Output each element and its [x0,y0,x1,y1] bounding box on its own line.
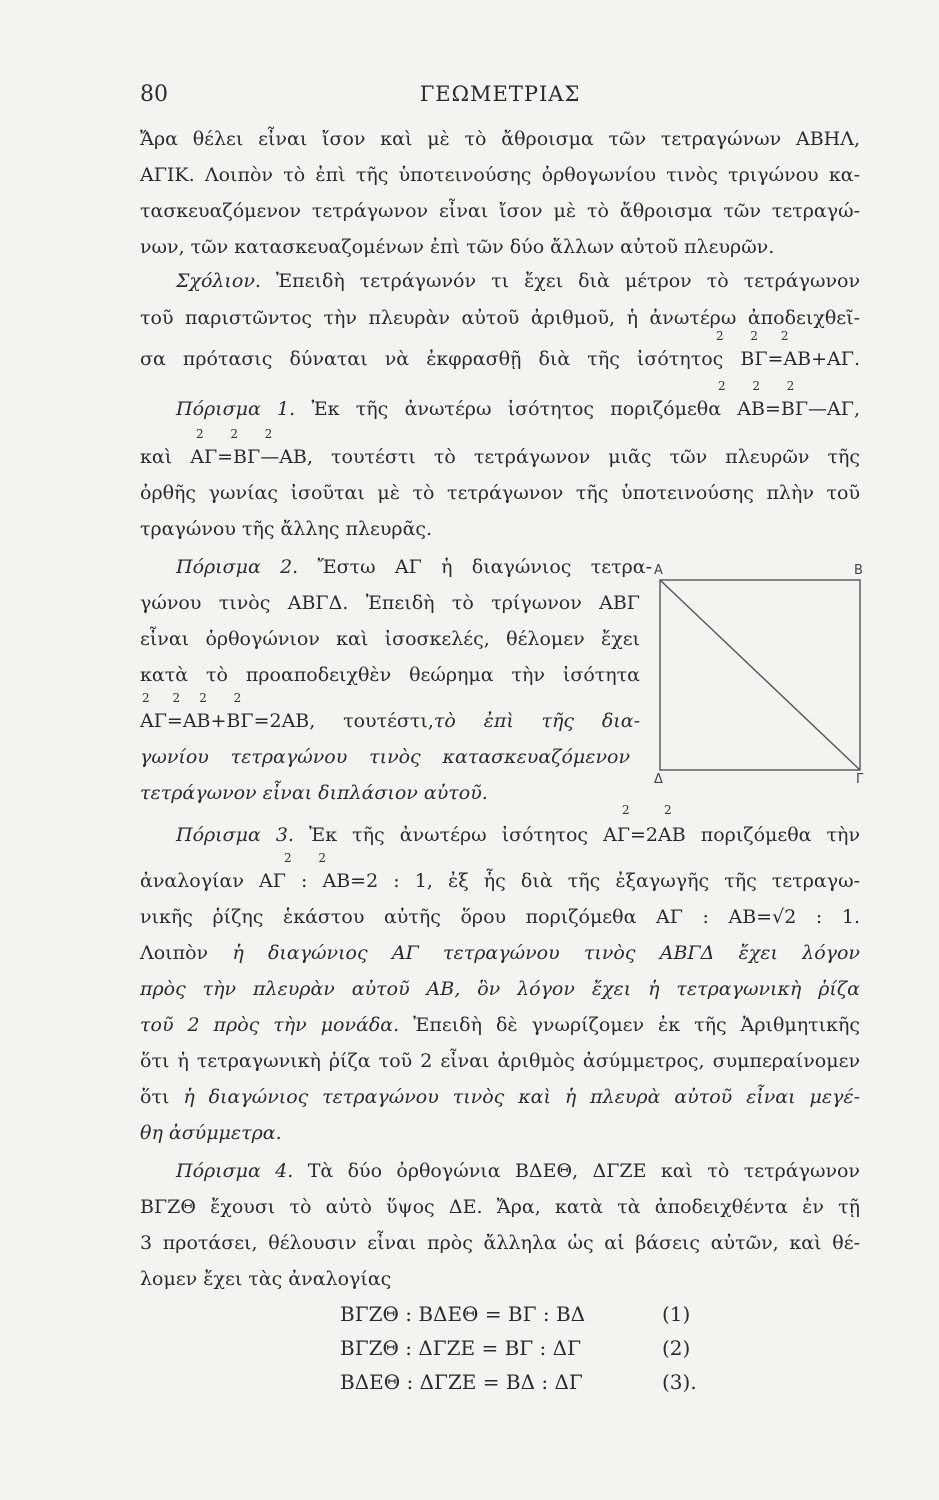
porisma3-text: Λοιπὸν [140,942,209,964]
equation-row [340,1368,740,1396]
diagonal-line [660,580,860,770]
porisma2-equation-line [140,708,640,734]
porisma1-text: Ἐκ τῆς ἀνωτέρω ἰσότητος ποριζόμεθα ΑΒ=ΒΓ—ΑΓ, [311,398,860,420]
page-header [140,82,860,116]
porisma3-mixed-line [140,1084,860,1110]
equation-number: (3). [662,1370,697,1394]
text-line: ὀρθῆς γωνίας ἰσοῦται μὲ τὸ τετράγωνον τῆς ὑποτεινούσης πλὴν τοῦ [140,482,860,504]
porisma3-italic: τοῦ 2 πρὸς τὴν μονάδα. [140,1014,400,1036]
scholion-text: Ἐπειδὴ τετράγωνόν τι ἔχει διὰ μέτρον τὸ τετράγωνον [275,270,861,292]
text-line: ΑΓΙΚ. Λοιπὸν τὸ ἐπὶ τῆς ὑποτεινούσης ὀρθογωνίου τινὸς τριγώνου κα- [140,164,860,186]
vertex-label-g: Γ [856,772,864,786]
text-line: Ἄρα θέλει εἶναι ἴσον καὶ μὲ τὸ ἄθροισμα τῶν τετραγώνων ΑΒΗΛ, [140,128,860,150]
square-exponents: 2 2 [622,803,672,817]
square-exponents: 2 2 [284,851,326,865]
porisma4-text: Τὰ δύο ὀρθογώνια ΒΔΕΘ, ΔΓΖΕ καὶ τὸ τετράγωνον [307,1160,860,1182]
text-line: κατὰ τὸ προαποδειχθὲν θεώρημα τὴν ἰσότητα [140,664,640,686]
page-number: 80 [140,82,168,107]
vertex-label-b: Β [854,564,863,578]
text-line: ΒΓΖΘ ἔχουσι τὸ αὐτὸ ὕψος ΔΕ. Ἄρα, κατὰ τὰ ἀποδειχθέντα ἐν τῇ [140,1196,860,1218]
text-line: πρὸς τὴν πλευρὰν αὐτοῦ ΑΒ, ὃν λόγον ἔχει ἡ τετραγωνικὴ ῥίζα [140,978,860,1000]
porisma2-equation: ΑΓ=ΑΒ+ΒΓ=2ΑΒ, τουτέστι, [140,710,434,732]
running-head: ΓΕΩΜΕΤΡΙΑΣ [419,82,581,106]
porisma2-text: Ἔστω ΑΓ ἡ διαγώνιος τετρα- [317,556,653,578]
text-line: γώνου τινὸς ΑΒΓΔ. Ἐπειδὴ τὸ τρίγωνον ΑΒΓ [140,592,640,614]
porisma4-line [176,1158,860,1184]
square-exponents: 2 2 2 [716,329,789,343]
porisma1-line [176,396,860,422]
equation-number: (2) [662,1336,691,1360]
square-exponents: 2 2 2 2 [142,691,242,705]
equation-row [340,1300,740,1328]
equation-row [340,1334,740,1362]
text-line: σα πρότασις δύναται νὰ ἐκφρασθῇ διὰ τῆς ἰσότητος ΒΓ=ΑΒ+ΑΓ. [140,348,860,370]
text-line: ὅτι ἡ τετραγωνικὴ ῥίζα τοῦ 2 εἶναι ἀριθμὸς ἀσύμμετρος, συμπεραίνομεν [140,1050,860,1072]
text-line: γωνίου τετραγώνου τινὸς κατασκευαζόμενον [140,746,630,768]
text-line: εἶναι ὀρθογώνιον καὶ ἰσοσκελές, θέλομεν ἔχει [140,628,640,650]
porisma2-italic: τὸ ἐπὶ τῆς δια- [433,710,640,732]
text-line: θη ἀσύμμετρα. [140,1122,282,1144]
text-line: τασκευαζόμενον τετράγωνον εἶναι ἴσον μὲ τὸ ἄθροισμα τῶν τετραγώ- [140,200,860,222]
text-line: ἀναλογίαν ΑΓ : ΑΒ=2 : 1, ἐξ ἧς διὰ τῆς ἐξαγωγῆς τῆς τετραγω- [140,870,860,892]
vertex-label-a: Α [654,564,663,578]
scholion-line [176,268,860,294]
equation-text: ΒΓΖΘ : ΒΔΕΘ = ΒΓ : ΒΔ [340,1302,586,1326]
text-line: τοῦ παριστῶντος τὴν πλευρὰν αὐτοῦ ἀριθμοῦ, ἡ ἀνωτέρω ἀποδειχθεῖ- [140,307,860,329]
porisma3-text: ὅτι [140,1086,170,1108]
square-exponents: 2 2 2 [196,427,273,441]
equation-number: (1) [662,1302,691,1326]
text-line: καὶ ΑΓ=ΒΓ—ΑΒ, τουτέστι τὸ τετράγωνον μιᾶς τῶν πλευρῶν τῆς [140,446,860,468]
text-line: νων, τῶν κατασκευαζομένων ἐπὶ τῶν δύο ἄλλων αὐτοῦ πλευρῶν. [140,236,775,258]
vertex-label-d: Δ [654,772,663,786]
porisma3-italic: ἡ διαγώνιος ΑΓ τετραγώνου τινὸς ΑΒΓΔ ἔχει λόγον [232,942,860,964]
porisma2-line [176,554,652,580]
square-diagram [652,564,867,786]
porisma1-heading: Πόρισμα 1. [176,398,296,420]
porisma3-italic: ἡ διαγώνιος τετραγώνου τινὸς καὶ ἡ πλευρὰ αὐτοῦ εἶναι μεγέ- [183,1086,861,1108]
porisma3-mixed-line [140,940,860,966]
equation-text: ΒΓΖΘ : ΔΓΖΕ = ΒΓ : ΔΓ [340,1336,581,1360]
porisma2-heading: Πόρισμα 2. [176,556,299,578]
text-line: νικῆς ῥίζης ἑκάστου αὐτῆς ὅρου ποριζόμεθα ΑΓ : ΑΒ=√2 : 1. [140,906,860,928]
porisma3-text: Ἐκ τῆς ἀνωτέρω ἰσότητος ΑΓ=2ΑΒ ποριζόμεθα τὴν [309,824,860,846]
porisma3-text: Ἐπειδὴ δὲ γνωρίζομεν ἐκ τῆς Ἀριθμητικῆς [413,1014,861,1036]
square-exponents: 2 2 2 [718,379,795,393]
porisma3-line [176,822,860,848]
equation-text: ΒΔΕΘ : ΔΓΖΕ = ΒΔ : ΔΓ [340,1370,583,1394]
porisma3-heading: Πόρισμα 3. [176,824,294,846]
text-line: τετράγωνον εἶναι διπλάσιον αὐτοῦ. [140,782,488,804]
scholion-heading: Σχόλιον. [176,270,261,292]
square-diagram-svg [652,564,867,786]
porisma4-heading: Πόρισμα 4. [176,1160,294,1182]
text-line: 3 προτάσει, θέλουσιν εἶναι πρὸς ἄλληλα ὡς αἱ βάσεις αὐτῶν, καὶ θέ- [140,1232,860,1254]
text-line: λομεν ἔχει τὰς ἀναλογίας [140,1268,392,1290]
text-line: τραγώνου τῆς ἄλλης πλευρᾶς. [140,518,433,540]
porisma3-mixed-line [140,1012,860,1038]
